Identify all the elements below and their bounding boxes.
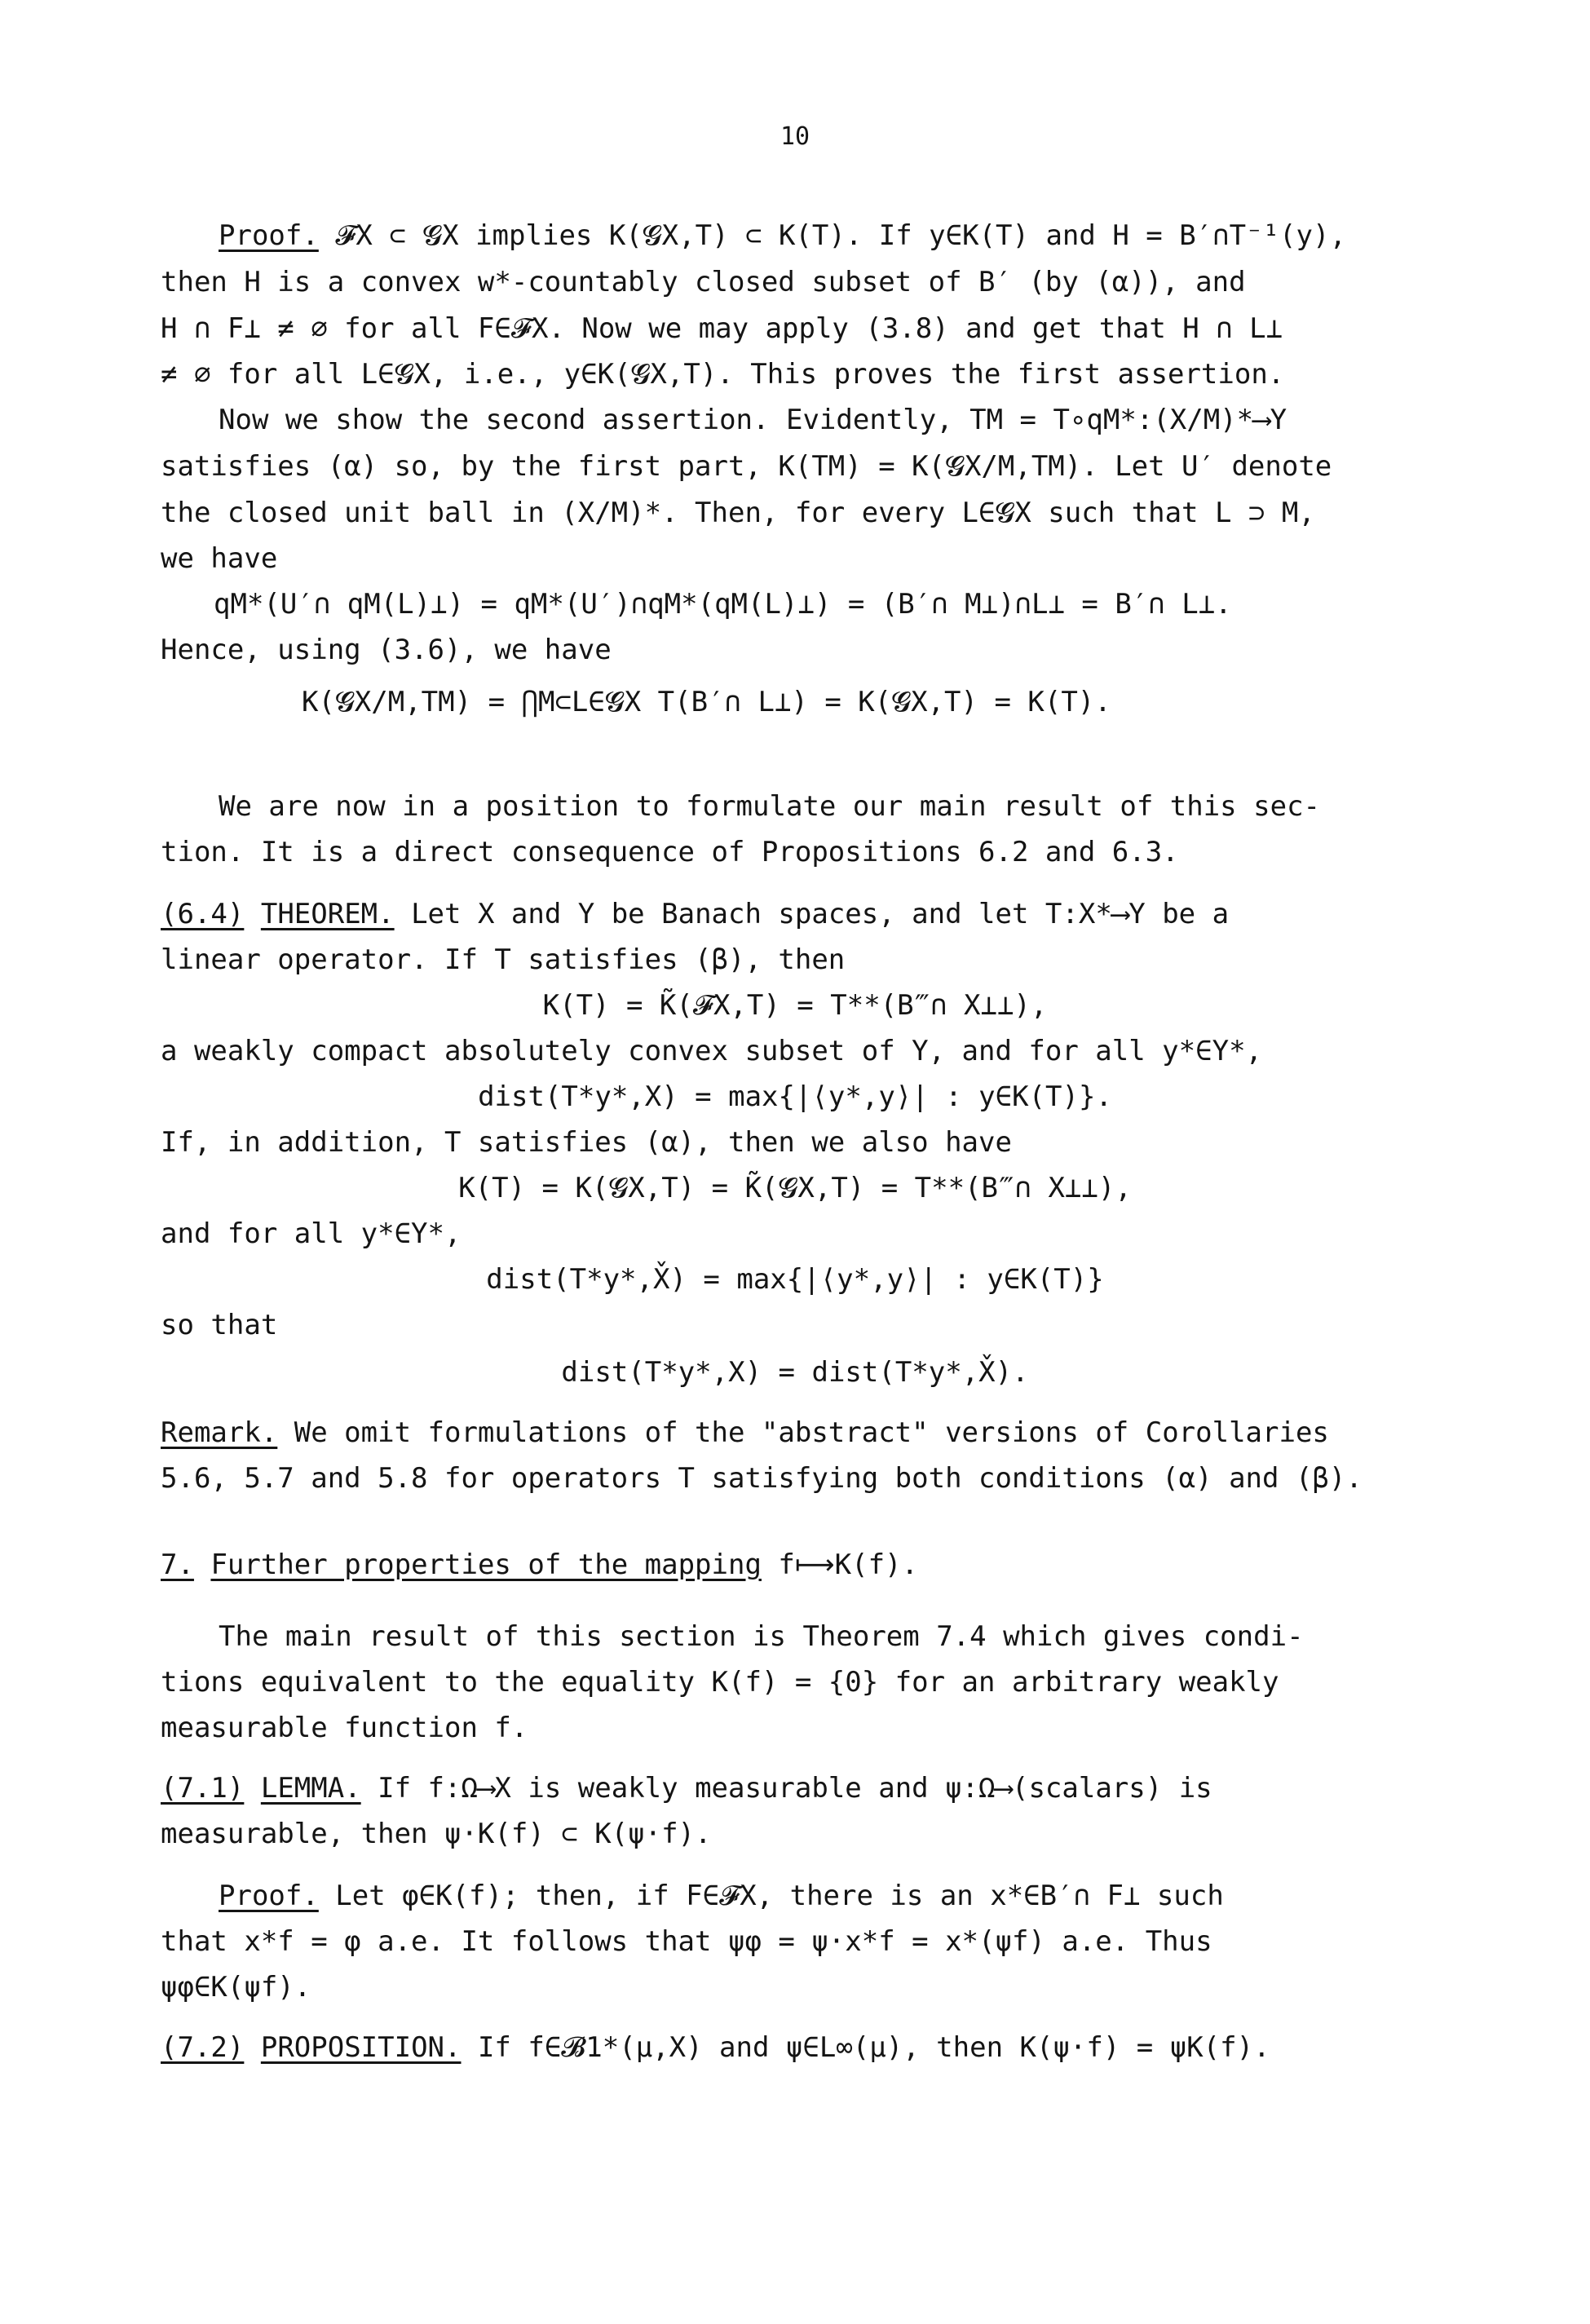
theorem-line-1: (6.4) THEOREM. Let X and Y be Banach spaces, and let T:X*⟶Y be a	[161, 898, 1230, 930]
proof-hence-line: Hence, using (3.6), we have	[161, 634, 612, 666]
remark-line-2: 5.6, 5.7 and 5.8 for operators T satisfying both conditions (α) and (β).	[161, 1462, 1363, 1495]
theorem-equation-1: K(T) = K̃(𝓕X,T) = T**(B‴∩ X⊥⊥),	[542, 989, 1048, 1022]
proof2-label: Proof.	[219, 1880, 319, 1912]
theorem-line-4: If, in addition, T satisfies (α), then we also have	[161, 1126, 1012, 1159]
proof2-line-2: that x*f = φ a.e. It follows that ψφ = ψ·x*f = x*(ψf) a.e. Thus	[161, 1925, 1212, 1958]
theorem-title: THEOREM.	[260, 898, 395, 930]
proposition-number: (7.2)	[161, 2031, 245, 2064]
proof-line-5: Now we show the second assertion. Evidently, TM = T∘qM*:(X/M)*⟶Y	[219, 404, 1287, 436]
intro-line-1: We are now in a position to formulate our main result of this sec-	[219, 790, 1321, 823]
theorem-line-3: a weakly compact absolutely convex subset of Y, and for all y*∈Y*,	[161, 1035, 1263, 1067]
proposition-line-1: (7.2) PROPOSITION. If f∈𝓑1*(μ,X) and ψ∈L∞(μ), then K(ψ·f) = ψK(f).	[161, 2031, 1270, 2064]
section-intro-line-2: tions equivalent to the equality K(f) = {0} for an arbitrary weakly	[161, 1666, 1279, 1699]
lemma-number: (7.1)	[161, 1772, 245, 1805]
theorem-equation-3: K(T) = K(𝓖X,T) = K̃(𝓖X,T) = T**(B‴∩ X⊥⊥),	[458, 1172, 1132, 1204]
proposition-title: PROPOSITION.	[260, 2031, 462, 2064]
page-number: 10	[780, 122, 810, 151]
proof-line-2: then H is a convex w*-countably closed subset of B′ (by (α)), and	[161, 266, 1246, 298]
theorem-number: (6.4)	[161, 898, 245, 930]
remark-label: Remark.	[161, 1416, 278, 1449]
theorem-line-2: linear operator. If T satisfies (β), then	[161, 943, 846, 976]
proof-line-6: satisfies (α) so, by the first part, K(TM) = K(𝓖X/M,TM). Let U′ denote	[161, 450, 1332, 483]
theorem-line-6: so that	[161, 1309, 278, 1341]
remark-line-1: Remark. We omit formulations of the "abstract" versions of Corollaries	[161, 1416, 1329, 1449]
intro-line-2: tion. It is a direct consequence of Propositions 6.2 and 6.3.	[161, 836, 1179, 868]
section-heading: 7. Further properties of the mapping f⟼K(f).	[161, 1549, 918, 1581]
theorem-equation-5: dist(T*y*,X) = dist(T*y*,X̌).	[561, 1356, 1029, 1389]
lemma-line-2: measurable, then ψ·K(f) ⊂ K(ψ·f).	[161, 1818, 712, 1850]
theorem-equation-4: dist(T*y*,X̌) = max{|⟨y*,y⟩| : y∈K(T)}	[486, 1263, 1104, 1296]
section-intro-line-3: measurable function f.	[161, 1712, 528, 1744]
proof2-line-3: ψφ∈K(ψf).	[161, 1971, 311, 2004]
section-title: Further properties of the mapping	[210, 1549, 762, 1581]
lemma-title: LEMMA.	[260, 1772, 361, 1805]
proof-line-7: the closed unit ball in (X/M)*. Then, for every L∈𝓖X such that L ⊃ M,	[161, 497, 1315, 529]
section-intro-line-1: The main result of this section is Theorem 7.4 which gives condi-	[219, 1620, 1304, 1653]
theorem-equation-2: dist(T*y*,X) = max{|⟨y*,y⟩| : y∈K(T)}.	[478, 1080, 1112, 1113]
proof-line-8: we have	[161, 542, 278, 575]
lemma-line-1: (7.1) LEMMA. If f:Ω⟶X is weakly measurable and ψ:Ω⟶(scalars) is	[161, 1772, 1212, 1805]
proof-equation-2: K(𝓖X/M,TM) = ⋂M⊂L∈𝓖X T(B′∩ L⊥) = K(𝓖X,T) = K(T).	[302, 686, 1111, 718]
proof2-line-1: Proof. Let φ∈K(f); then, if F∈𝓕X, there is an x*∈B′∩ F⊥ such	[219, 1880, 1224, 1912]
theorem-line-5: and for all y*∈Y*,	[161, 1217, 462, 1250]
proof-line-3: H ∩ F⊥ ≠ ∅ for all F∈𝓕X. Now we may apply (3.8) and get that H ∩ L⊥	[161, 312, 1283, 345]
proof-label: Proof.	[219, 219, 319, 252]
proof-line-1: Proof. 𝓕X ⊂ 𝓖X implies K(𝓖X,T) ⊂ K(T). If y∈K(T) and H = B′∩T⁻¹(y),	[219, 219, 1346, 252]
proof-equation-1: qM*(U′∩ qM(L)⊥) = qM*(U′)∩qM*(qM(L)⊥) = (B′∩ M⊥)∩L⊥ = B′∩ L⊥.	[214, 588, 1232, 621]
section-number: 7.	[161, 1549, 194, 1581]
proof-line-4: ≠ ∅ for all L∈𝓖X, i.e., y∈K(𝓖X,T). This proves the first assertion.	[161, 358, 1285, 391]
